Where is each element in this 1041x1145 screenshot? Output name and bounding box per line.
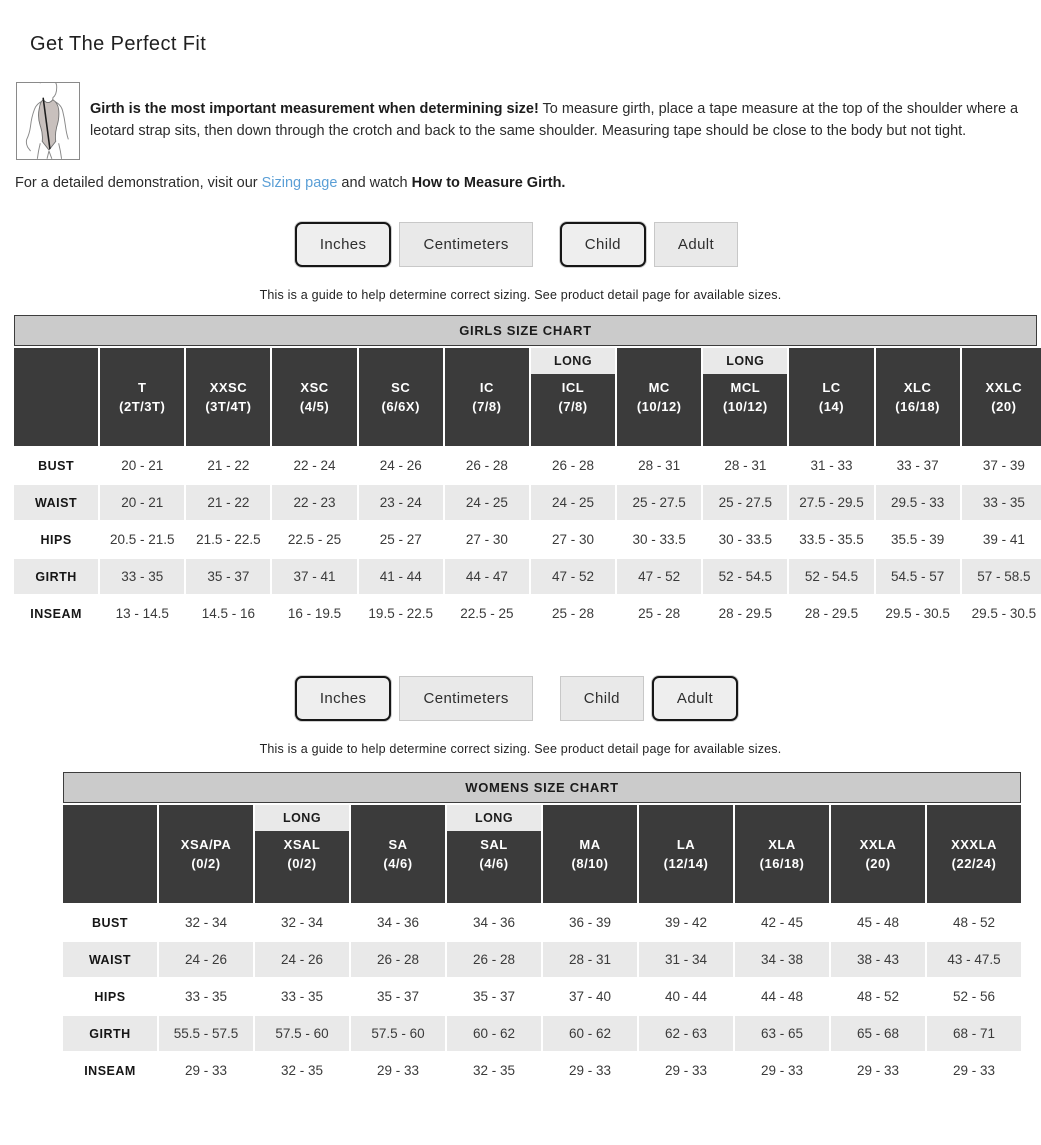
measurement-cell: 25 - 27 — [379, 532, 422, 547]
womens-chart-title: WOMENS SIZE CHART — [63, 772, 1021, 803]
measurement-cell: 20 - 21 — [121, 458, 164, 473]
long-tag: LONG — [703, 348, 787, 374]
measurement-cell: 52 - 56 — [952, 989, 996, 1004]
size-name: XXLA — [859, 837, 897, 852]
measurement-cell: 26 - 28 — [447, 942, 541, 977]
girls-size-table — [12, 346, 1041, 633]
measurement-cell: 27.5 - 29.5 — [789, 485, 873, 520]
measurement-cell: 57.5 - 60 — [351, 1016, 445, 1051]
size-column-t — [100, 348, 184, 446]
measurement-cell: 30 - 33.5 — [718, 532, 772, 547]
inches-button[interactable]: Inches — [295, 676, 392, 721]
size-range: (6/6X) — [381, 399, 420, 414]
womens-header-corner — [63, 805, 157, 903]
girls-row-girth — [14, 559, 1041, 594]
measurement-cell: 29.5 - 30.5 — [971, 606, 1037, 621]
measurement-cell: 36 - 39 — [568, 915, 612, 930]
measurement-cell: 35 - 37 — [376, 989, 420, 1004]
measurement-cell: 48 - 52 — [856, 989, 900, 1004]
size-column-icl — [531, 348, 615, 446]
girls-row-bust — [14, 448, 1041, 483]
measurement-cell: 25 - 27.5 — [703, 485, 787, 520]
row-label: INSEAM — [84, 1063, 136, 1078]
measurement-cell: 29 - 33 — [376, 1063, 420, 1078]
measurement-cell: 48 - 52 — [952, 915, 996, 930]
centimeters-button[interactable]: Centimeters — [399, 222, 532, 267]
size-range: (20) — [991, 399, 1017, 414]
measurement-cell: 33 - 35 — [962, 485, 1041, 520]
measurement-cell: 29.5 - 30.5 — [885, 606, 950, 621]
size-column-sa — [351, 805, 445, 903]
measurement-cell: 47 - 52 — [531, 559, 615, 594]
womens-row-bust — [63, 905, 1021, 940]
measurement-cell: 57.5 - 60 — [255, 1016, 349, 1051]
girth-description-rest: To measure girth, place a tape measure at the top of the shoulder where a leotard strap sits, then down through the crotch and back to the same shoulder. Measuring tape should be close to the body but not tight. — [90, 100, 1019, 139]
measurement-cell: 42 - 45 — [760, 915, 804, 930]
measurement-cell: 38 - 43 — [831, 942, 925, 977]
adult-button[interactable]: Adult — [652, 676, 738, 721]
size-column-mcl — [703, 348, 787, 446]
size-name: XSAL — [283, 837, 321, 852]
measurement-cell: 27 - 30 — [552, 532, 595, 547]
girls-unit-age-toggle — [0, 222, 1041, 267]
measurement-cell: 21 - 22 — [186, 485, 270, 520]
demo-prefix: For a detailed demonstration, visit our — [15, 175, 262, 191]
size-name: LA — [676, 837, 696, 852]
page-title: Get The Perfect Fit — [30, 33, 207, 55]
row-label: GIRTH — [14, 559, 98, 594]
measurement-cell: 26 - 28 — [351, 942, 445, 977]
measurement-cell: 32 - 34 — [280, 915, 324, 930]
girth-description — [90, 97, 1025, 142]
child-button[interactable]: Child — [560, 676, 644, 721]
size-name: MA — [579, 837, 601, 852]
measurement-cell: 44 - 47 — [445, 559, 529, 594]
measurement-cell: 13 - 14.5 — [115, 606, 169, 621]
size-column-xxsc — [186, 348, 270, 446]
measurement-cell: 29 - 33 — [952, 1063, 996, 1078]
measurement-cell: 60 - 62 — [447, 1016, 541, 1051]
size-name: XXLC — [985, 380, 1023, 395]
size-column-xxla — [831, 805, 925, 903]
long-tag: LONG — [447, 805, 541, 831]
womens-row-waist — [63, 942, 1021, 977]
size-range: (10/12) — [636, 399, 682, 414]
measurement-cell: 24 - 25 — [531, 485, 615, 520]
size-range: (8/10) — [571, 856, 609, 871]
size-column-ma — [543, 805, 637, 903]
measurement-cell: 29 - 33 — [760, 1063, 804, 1078]
size-name: IC — [479, 380, 494, 395]
size-range: (0/2) — [287, 856, 317, 871]
size-range: (22/24) — [951, 856, 997, 871]
measurement-cell: 68 - 71 — [927, 1016, 1021, 1051]
measurement-cell: 47 - 52 — [617, 559, 701, 594]
centimeters-button[interactable]: Centimeters — [399, 676, 532, 721]
measurement-cell: 29.5 - 33 — [876, 485, 960, 520]
child-button[interactable]: Child — [560, 222, 646, 267]
measurement-cell: 29 - 33 — [664, 1063, 708, 1078]
measurement-cell: 20.5 - 21.5 — [109, 532, 175, 547]
measurement-cell: 21.5 - 22.5 — [196, 532, 261, 547]
size-name: ICL — [561, 380, 585, 395]
long-tag: LONG — [531, 348, 615, 374]
demo-bold: How to Measure Girth. — [411, 175, 566, 191]
measurement-cell: 25 - 27.5 — [617, 485, 701, 520]
sizing-note-2: This is a guide to help determine correct sizing. See product detail page for available sizes. — [259, 742, 782, 756]
measurement-cell: 14.5 - 16 — [201, 606, 256, 621]
measurement-cell: 23 - 24 — [359, 485, 443, 520]
measurement-cell: 54.5 - 57 — [876, 559, 960, 594]
measurement-cell: 22.5 - 25 — [460, 606, 514, 621]
row-label: GIRTH — [63, 1016, 157, 1051]
measurement-cell: 28 - 29.5 — [804, 606, 859, 621]
size-name: XXXLA — [951, 837, 997, 852]
measurement-cell: 37 - 41 — [272, 559, 356, 594]
measurement-cell: 35 - 37 — [186, 559, 270, 594]
long-tag: LONG — [255, 805, 349, 831]
leotard-girth-illustration — [16, 82, 80, 160]
measurement-cell: 63 - 65 — [735, 1016, 829, 1051]
measurement-cell: 62 - 63 — [639, 1016, 733, 1051]
measurement-cell: 37 - 39 — [982, 458, 1025, 473]
size-name: XXSC — [209, 380, 248, 395]
measurement-cell: 27 - 30 — [465, 532, 508, 547]
size-column-sc — [359, 348, 443, 446]
size-name: MC — [648, 380, 670, 395]
measurement-cell: 22.5 - 25 — [287, 532, 342, 547]
row-label: BUST — [91, 915, 129, 930]
row-label: WAIST — [14, 485, 98, 520]
size-column-lc — [789, 348, 873, 446]
measurement-cell: 39 - 42 — [664, 915, 708, 930]
size-range: (10/12) — [722, 399, 768, 414]
measurement-cell: 32 - 35 — [280, 1063, 324, 1078]
size-range: (16/18) — [895, 399, 940, 414]
measurement-cell: 25 - 28 — [552, 606, 595, 621]
measurement-cell: 24 - 25 — [445, 485, 529, 520]
size-range: (14) — [818, 399, 845, 414]
size-column-sal — [447, 805, 541, 903]
measurement-cell: 52 - 54.5 — [789, 559, 873, 594]
measurement-cell: 33.5 - 35.5 — [799, 532, 864, 547]
size-column-la — [639, 805, 733, 903]
measurement-cell: 60 - 62 — [543, 1016, 637, 1051]
measurement-cell: 24 - 26 — [159, 942, 253, 977]
measurement-cell: 19.5 - 22.5 — [368, 606, 433, 621]
measurement-cell: 31 - 33 — [810, 458, 853, 473]
row-label: WAIST — [63, 942, 157, 977]
size-range: (16/18) — [759, 856, 805, 871]
measurement-cell: 29 - 33 — [184, 1063, 228, 1078]
measurement-cell: 25 - 28 — [638, 606, 681, 621]
size-name: XSA/PA — [180, 837, 232, 852]
size-column-xsc — [272, 348, 356, 446]
measurement-cell: 33 - 35 — [100, 559, 184, 594]
measurement-cell: 34 - 38 — [735, 942, 829, 977]
size-column-xsa-pa — [159, 805, 253, 903]
measurement-cell: 44 - 48 — [760, 989, 804, 1004]
measurement-cell: 35 - 37 — [472, 989, 516, 1004]
measurement-cell: 35.5 - 39 — [890, 532, 945, 547]
size-name: SC — [391, 380, 411, 395]
size-range: (0/2) — [191, 856, 221, 871]
measurement-cell: 43 - 47.5 — [927, 942, 1021, 977]
size-name: SA — [388, 837, 408, 852]
row-label: BUST — [38, 458, 75, 473]
measurement-cell: 31 - 34 — [639, 942, 733, 977]
measurement-cell: 24 - 26 — [255, 942, 349, 977]
girls-row-inseam — [14, 596, 1041, 631]
measurement-cell: 32 - 35 — [472, 1063, 516, 1078]
measurement-cell: 65 - 68 — [831, 1016, 925, 1051]
size-range: (12/14) — [663, 856, 709, 871]
measurement-cell: 24 - 26 — [379, 458, 422, 473]
size-column-xxlc — [962, 348, 1041, 446]
womens-unit-age-toggle — [0, 676, 1041, 721]
measurement-cell: 40 - 44 — [664, 989, 708, 1004]
size-name: MCL — [730, 380, 761, 395]
size-column-xla — [735, 805, 829, 903]
size-name: SAL — [480, 837, 508, 852]
measurement-cell: 22 - 24 — [293, 458, 336, 473]
measurement-cell: 28 - 31 — [724, 458, 767, 473]
girth-intro-section — [16, 82, 1025, 160]
measurement-cell: 33 - 37 — [896, 458, 939, 473]
demo-line — [15, 175, 1041, 191]
adult-button[interactable]: Adult — [654, 222, 738, 267]
measurement-cell: 57 - 58.5 — [962, 559, 1041, 594]
size-column-mc — [617, 348, 701, 446]
measurement-cell: 26 - 28 — [552, 458, 595, 473]
measurement-cell: 21 - 22 — [207, 458, 250, 473]
measurement-cell: 41 - 44 — [359, 559, 443, 594]
girls-chart-title: GIRLS SIZE CHART — [14, 315, 1037, 346]
measurement-cell: 22 - 23 — [272, 485, 356, 520]
sizing-note: This is a guide to help determine correct sizing. See product detail page for available sizes. — [259, 288, 782, 302]
girth-measurement-icon — [17, 83, 79, 159]
womens-size-chart — [63, 772, 1041, 1090]
womens-row-hips — [63, 979, 1021, 1014]
measurement-cell: 45 - 48 — [856, 915, 900, 930]
measurement-cell: 29 - 33 — [568, 1063, 612, 1078]
size-name: XSC — [300, 380, 329, 395]
measurement-cell: 28 - 31 — [543, 942, 637, 977]
girth-description-bold: Girth is the most important measurement when determining size! — [90, 100, 539, 117]
size-column-xsal — [255, 805, 349, 903]
measurement-cell: 30 - 33.5 — [632, 532, 686, 547]
size-range: (4/6) — [479, 856, 509, 871]
size-column-xlc — [876, 348, 960, 446]
size-range: (7/8) — [558, 399, 588, 414]
size-range: (3T/4T) — [205, 399, 252, 414]
womens-row-inseam — [63, 1053, 1021, 1088]
size-column-ic — [445, 348, 529, 446]
measurement-cell: 33 - 35 — [184, 989, 228, 1004]
sizing-page-link[interactable]: Sizing page — [261, 175, 338, 191]
measurement-cell: 34 - 36 — [376, 915, 420, 930]
size-name: XLC — [903, 380, 932, 395]
measurement-cell: 16 - 19.5 — [287, 606, 342, 621]
size-range: (20) — [865, 856, 891, 871]
size-range: (4/5) — [299, 399, 330, 414]
inches-button[interactable]: Inches — [295, 222, 392, 267]
row-label: HIPS — [94, 989, 126, 1004]
measurement-cell: 39 - 41 — [982, 532, 1025, 547]
girls-row-waist — [14, 485, 1041, 520]
size-name: XLA — [768, 837, 796, 852]
girls-header-corner — [14, 348, 98, 446]
measurement-cell: 28 - 29.5 — [718, 606, 772, 621]
measurement-cell: 37 - 40 — [568, 989, 612, 1004]
measurement-cell: 28 - 31 — [638, 458, 681, 473]
measurement-cell: 52 - 54.5 — [703, 559, 787, 594]
measurement-cell: 32 - 34 — [184, 915, 228, 930]
measurement-cell: 29 - 33 — [856, 1063, 900, 1078]
measurement-cell: 26 - 28 — [465, 458, 508, 473]
womens-row-girth — [63, 1016, 1021, 1051]
womens-size-table — [61, 803, 1023, 1090]
row-label: HIPS — [40, 532, 72, 547]
size-column-xxxla — [927, 805, 1021, 903]
size-range: (2T/3T) — [119, 399, 166, 414]
size-name: T — [138, 380, 147, 395]
size-range: (7/8) — [472, 399, 502, 414]
measurement-cell: 34 - 36 — [472, 915, 516, 930]
girls-size-chart — [14, 315, 1041, 633]
row-label: INSEAM — [30, 606, 82, 621]
girls-row-hips — [14, 522, 1041, 557]
measurement-cell: 20 - 21 — [100, 485, 184, 520]
size-name: LC — [822, 380, 841, 395]
demo-middle: and watch — [337, 175, 412, 191]
measurement-cell: 33 - 35 — [280, 989, 324, 1004]
size-range: (4/6) — [383, 856, 413, 871]
measurement-cell: 55.5 - 57.5 — [159, 1016, 253, 1051]
